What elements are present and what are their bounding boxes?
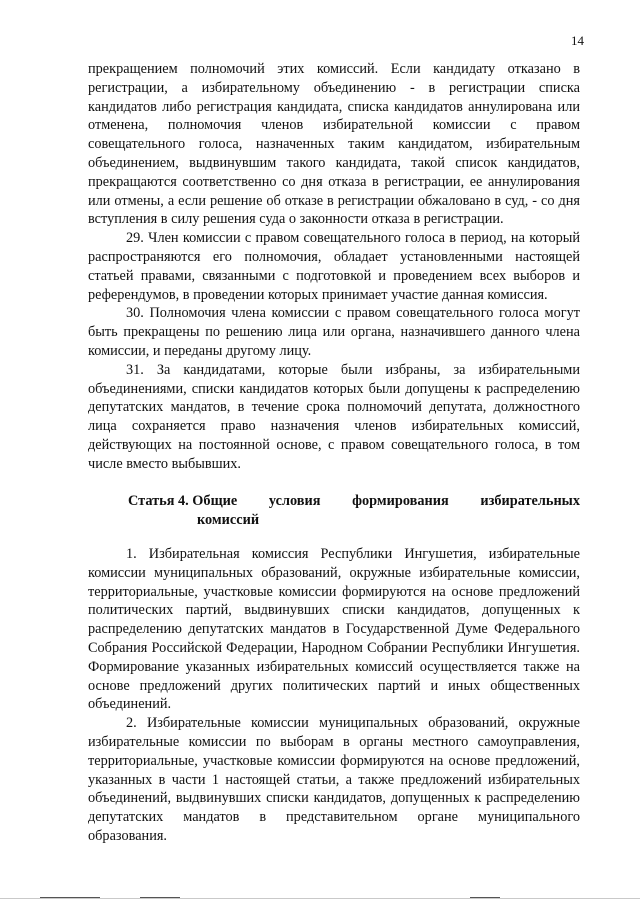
- article-heading: [128, 492, 580, 530]
- paragraph-1: 1. Избирательная комиссия Республики Ингушетия, избирательные комиссии муниципальных образований, окружные избирательные комиссии, территориальные, участковые комиссии формируются на основе предложений политических партий, выдвинувших списки кандидатов, допущенных к распределению депутатских мандатов в Государственной Думе Федерального Собрания Российской Федерации, Народном Собрании Республики Ингушетия. Формирование указанных избирательных комиссий осуществляется также на основе предложений других политических партий и иных общественных объединений.: [88, 546, 580, 713]
- article-heading-word: избирательных: [480, 493, 580, 509]
- article-heading-line-1: [128, 492, 580, 511]
- document-body-bottom: [88, 545, 580, 846]
- paragraph-29: 29. Член комиссии с правом совещательного голоса в период, на который распространяются его полномочия, обладает установленными настоящей статьей правами, связанными с подготовкой и проведением всех выборов и референдумов, в проведении которых принимает участие данная комиссия.: [88, 230, 580, 303]
- article-heading-line-2: комиссий: [197, 512, 260, 528]
- paragraph-31: 31. За кандидатами, которые были избраны, за избирательными объединениями, списки кандидатов которых были допущены к распределению депутатских мандатов, в течение срока полномочий депутата, должностного лица сохраняется право назначения членов избирательных комиссий, действующих на постоянной основе, с правом совещательного голоса, в том числе вместо выбывших.: [88, 361, 580, 472]
- scan-line-segment: [40, 897, 100, 898]
- paragraph-30: 30. Полномочия члена комиссии с правом совещательного голоса могут быть прекращены по решению лица или органа, назначившего данного члена комиссии, и переданы другому лицу.: [88, 305, 580, 359]
- article-heading-word: Статья 4. Общие: [128, 493, 238, 509]
- article-heading-word: условия: [268, 493, 321, 509]
- scan-line-segment: [470, 897, 500, 898]
- page-number: 14: [571, 33, 584, 48]
- paragraph-2: 2. Избирательные комиссии муниципальных образований, окружные избирательные комиссии по выборам в органы местного самоуправления, территориальные, участковые комиссии формируются на основе предложений, указанных в части 1 настоящей статьи, а также предложений избирательных объединений, выдвинувших списки кандидатов, допущенных к распределению депутатских мандатов в представительном органе муниципального образования.: [88, 715, 580, 844]
- article-heading-word: формирования: [352, 493, 449, 509]
- scan-edge-artifact: [0, 898, 640, 902]
- document-body-top: [88, 60, 580, 474]
- paragraph-continuation: прекращением полномочий этих комиссий. Если кандидату отказано в регистрации, а избирательному объединению - в регистрации списка кандидатов либо регистрация кандидата, списка кандидатов аннулирована или отменена, полномочия членов избирательной комиссии с правом совещательного голоса, назначенных таким кандидатом, избирательным объединением, выдвинувшим такого кандидата, такой список кандидатов, прекращаются соответственно со дня отказа в регистрации, ее аннулирования или отмены, а если решение об отказе в регистрации обжаловано в суд, - со дня вступления в силу решения суда о законности отказа в регистрации.: [88, 61, 580, 228]
- scan-line-segment: [140, 897, 180, 898]
